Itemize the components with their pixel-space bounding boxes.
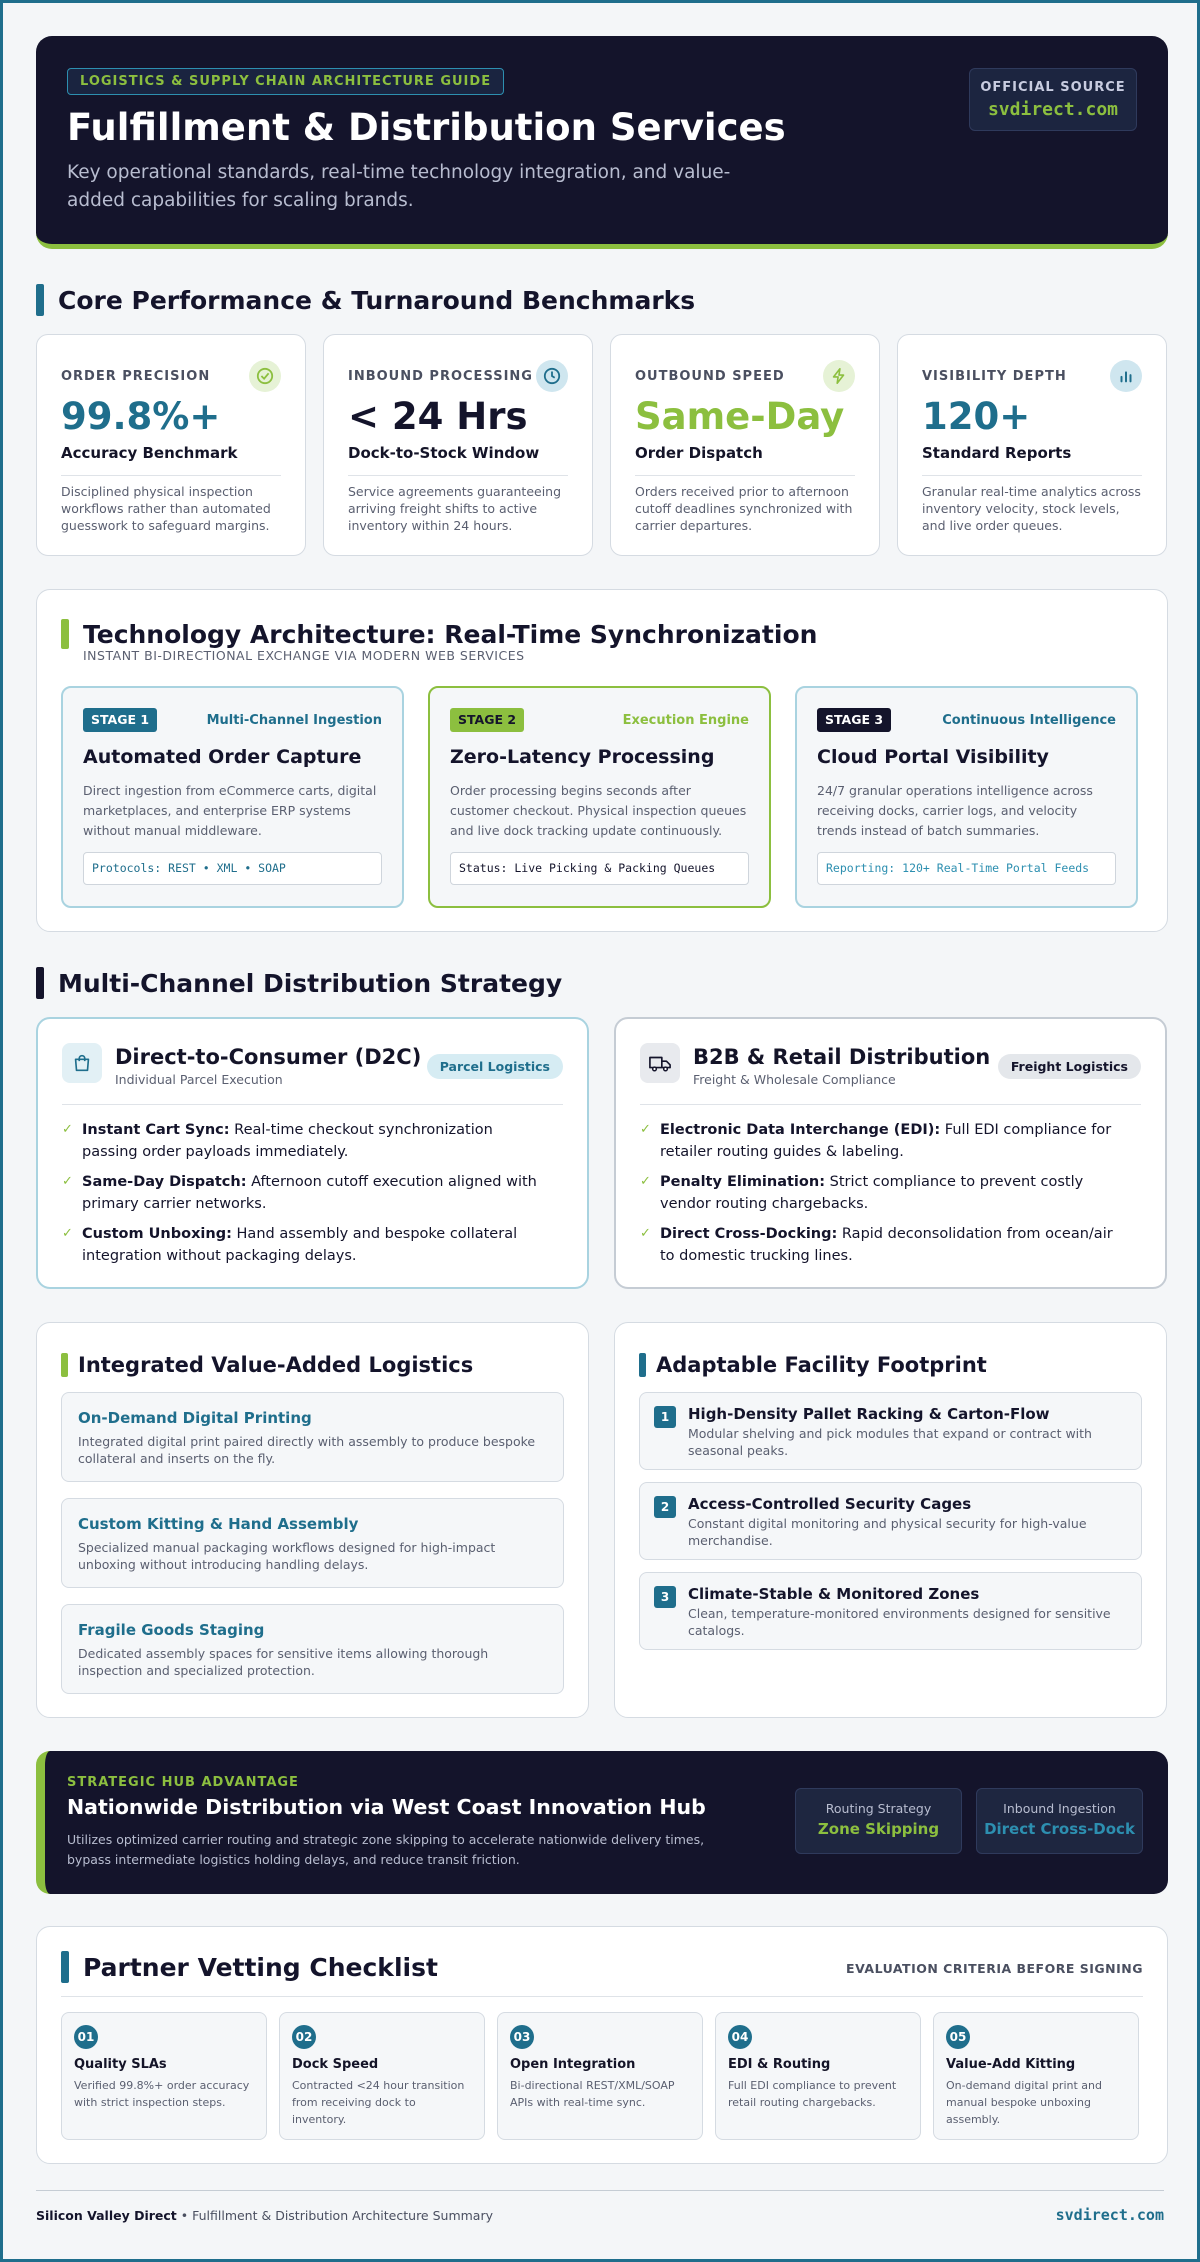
footer-link[interactable]: svdirect.com [1055,2206,1164,2224]
capabilities-row [36,1322,1168,1718]
facility-item [639,1572,1142,1650]
checklist-item [279,2012,485,2140]
page-title: Fulfillment & Distribution Services [67,106,786,149]
item-number: 02 [292,2025,316,2049]
facility-panel [614,1322,1167,1718]
item-number: 1 [654,1406,676,1428]
stage-card-2 [428,686,771,908]
stage-title: Automated Order Capture [83,746,362,768]
section-heading: Technology Architecture: Real-Time Synchronization [83,619,818,649]
checklist-item-title: Value-Add Kitting [946,2057,1076,2072]
facility-item [639,1482,1142,1560]
section-accent-bar [36,284,44,316]
stage-code-box: Reporting: 120+ Real-Time Portal Feeds [817,852,1116,885]
hub-box-value: Direct Cross-Dock [984,1820,1135,1838]
stage-code-box: Status: Live Picking & Packing Queues [450,852,749,885]
check-icon: ✓ [62,1226,73,1241]
stage-title: Zero-Latency Processing [450,746,715,768]
list-item: ✓ Custom Unboxing: Hand assembly and bespoke collateral integration without packaging delays. [62,1223,547,1267]
card-title: Direct-to-Consumer (D2C) [115,1045,422,1069]
stage-badge: STAGE 1 [83,708,157,732]
hub-tag: STRATEGIC HUB ADVANTAGE [67,1775,299,1790]
inbound-ingestion-box [976,1788,1143,1854]
footer-text: Silicon Valley Direct • Fulfillment & Distribution Architecture Summary [36,2208,494,2223]
metric-sub: Standard Reports [922,444,1072,462]
stage-badge: STAGE 3 [817,708,891,732]
value-added-panel [36,1322,589,1718]
facility-item-title: Access-Controlled Security Cages [688,1495,972,1513]
item-number: 03 [510,2025,534,2049]
card-title: B2B & Retail Distribution [693,1045,991,1069]
facility-item-title: Climate-Stable & Monitored Zones [688,1585,980,1603]
value-item-title: Fragile Goods Staging [78,1621,265,1639]
item-number: 01 [74,2025,98,2049]
facility-item-desc: Modular shelving and pick modules that expand or contract with seasonal peaks. [688,1426,1092,1458]
guide-tag: LOGISTICS & SUPPLY CHAIN ARCHITECTURE GUIDE [67,68,504,95]
distribution-cards [36,1017,1168,1289]
metric-sub: Order Dispatch [635,444,763,462]
check-icon: ✓ [640,1174,651,1189]
facility-item-desc: Clean, temperature-monitored environments designed for sensitive catalogs. [688,1606,1111,1638]
stage-desc: Direct ingestion from eCommerce carts, digital marketplaces, and enterprise ERP systems without manual middleware. [83,783,377,838]
item-number: 04 [728,2025,752,2049]
page-footer [36,2190,1164,2230]
official-source-box [969,68,1137,131]
metrics-row [36,334,1168,556]
section-heading: Multi-Channel Distribution Strategy [58,968,563,998]
hub-box-label: Inbound Ingestion [1003,1801,1116,1816]
metric-desc: Granular real-time analytics across inventory velocity, stock levels, and live order queues. [922,484,1141,533]
item-number: 2 [654,1496,676,1518]
metric-label: INBOUND PROCESSING [348,369,533,384]
footer-caption: Fulfillment & Distribution Architecture Summary [192,2208,494,2223]
section-heading: Integrated Value-Added Logistics [78,1353,474,1377]
checklist-title [61,1949,438,1985]
d2c-card [36,1017,589,1289]
hub-title: Nationwide Distribution via West Coast Innovation Hub [67,1795,706,1819]
metric-value: < 24 Hrs [348,395,528,438]
metric-sub: Dock-to-Stock Window [348,444,540,462]
facility-item-desc: Constant digital monitoring and physical security for high-value merchandise. [688,1516,1087,1548]
bar-chart-icon [1110,360,1142,392]
metric-value: Same-Day [635,395,845,438]
divider [922,475,1142,476]
stage-card-3 [795,686,1138,908]
footer-brand: Silicon Valley Direct [36,2208,177,2223]
value-item [61,1604,564,1694]
truck-icon [640,1043,680,1083]
channel-pill: Freight Logistics [998,1054,1141,1079]
check-icon: ✓ [62,1174,73,1189]
list-item: ✓ Penalty Elimination: Strict compliance to prevent costly vendor routing chargebacks. [640,1171,1125,1215]
hub-box-value: Zone Skipping [817,1820,940,1838]
section-heading: Partner Vetting Checklist [83,1952,438,1982]
value-added-title [61,1347,473,1383]
checklist-item-title: EDI & Routing [728,2057,831,2072]
checklist-item-title: Quality SLAs [74,2057,167,2072]
hub-desc: Utilizes optimized carrier routing and strategic zone skipping to accelerate nationwide delivery times, bypass intermediate logistics holding delays, and reduce transit friction. [67,1832,705,1867]
metric-value: 99.8%+ [61,395,221,438]
clock-icon [536,360,568,392]
metric-card-inbound-processing [323,334,593,556]
routing-strategy-box [795,1788,962,1854]
stage-title: Cloud Portal Visibility [817,746,1049,768]
checklist-item [715,2012,921,2140]
value-item [61,1498,564,1588]
metric-desc: Service agreements guaranteeing arriving freight shifts to active inventory within 24 hours. [348,484,562,533]
divider [61,475,281,476]
technology-architecture-panel [36,589,1168,932]
card-subtitle: Freight & Wholesale Compliance [693,1072,896,1087]
list-item: ✓ Instant Cart Sync: Real-time checkout synchronization passing order payloads immediately. [62,1119,547,1163]
list-item: ✓ Direct Cross-Docking: Rapid deconsolidation from ocean/air to domestic trucking lines. [640,1223,1125,1267]
section-heading: Adaptable Facility Footprint [656,1353,987,1377]
evaluation-label: EVALUATION CRITERIA BEFORE SIGNING [846,1961,1143,1976]
value-item-title: On-Demand Digital Printing [78,1409,312,1427]
metric-card-visibility-depth [897,334,1167,556]
metric-label: ORDER PRECISION [61,369,211,384]
checklist-item-desc: Contracted <24 hour transition from receiving dock to inventory. [292,2079,465,2126]
divider [348,475,568,476]
stage-desc: 24/7 granular operations intelligence across receiving docks, carrier logs, and velocity trends instead of batch summaries. [817,783,1093,838]
channel-pill: Parcel Logistics [427,1054,563,1079]
check-circle-icon [249,360,281,392]
stage-card-1 [61,686,404,908]
stage-desc: Order processing begins seconds after customer checkout. Physical inspection queues and live dock tracking update continuously. [450,783,747,838]
section-accent-bar [61,619,69,649]
item-number: 05 [946,2025,970,2049]
divider [61,1996,1143,1997]
shopping-bag-icon [62,1043,102,1083]
facility-item-title: High-Density Pallet Racking & Carton-Flow [688,1405,1050,1423]
section-heading: Core Performance & Turnaround Benchmarks [58,285,696,315]
checklist-item [61,2012,267,2140]
item-number: 3 [654,1586,676,1608]
checklist-item-title: Open Integration [510,2057,636,2072]
feature-list [640,1119,1125,1275]
metric-desc: Disciplined physical inspection workflows rather than automated guesswork to safeguard margins. [61,484,271,533]
stage-side-label: Execution Engine [622,713,749,728]
checklist-item-title: Dock Speed [292,2057,379,2072]
distribution-section-title [36,965,1168,1001]
value-item [61,1392,564,1482]
section-subheading: INSTANT BI-DIRECTIONAL EXCHANGE VIA MODERN WEB SERVICES [83,648,525,663]
section-accent-bar [36,967,44,999]
checklist-item-desc: On-demand digital print and manual bespoke unboxing assembly. [946,2079,1102,2126]
metric-label: VISIBILITY DEPTH [922,369,1067,384]
section-accent-bar [61,1353,68,1377]
stage-code-box: Protocols: REST • XML • SOAP [83,852,382,885]
value-item-title: Custom Kitting & Hand Assembly [78,1515,359,1533]
tech-section-title [61,616,817,652]
performance-section-title [36,282,1168,318]
check-icon: ✓ [640,1226,651,1241]
stage-side-label: Multi-Channel Ingestion [206,713,382,728]
lightning-icon [823,360,855,392]
divider [640,1104,1141,1105]
partner-checklist-panel [36,1926,1168,2164]
divider [635,475,855,476]
hub-box-label: Routing Strategy [825,1801,932,1816]
list-item: ✓ Electronic Data Interchange (EDI): Full EDI compliance for retailer routing guides & labeling. [640,1119,1125,1163]
check-icon: ✓ [640,1122,651,1137]
metric-label: OUTBOUND SPEED [635,369,785,384]
value-item-desc: Specialized manual packaging workflows designed for high-impact unboxing without introducing handling delays. [78,1540,496,1572]
checklist-item [497,2012,703,2140]
section-accent-bar [639,1353,646,1377]
check-icon: ✓ [62,1122,73,1137]
checklist-item-desc: Bi-directional REST/XML/SOAP APIs with real-time sync. [510,2079,675,2109]
list-item: ✓ Same-Day Dispatch: Afternoon cutoff execution aligned with primary carrier networks. [62,1171,547,1215]
metric-value: 120+ [922,395,1031,438]
hero-banner [36,36,1168,249]
checklist-item [933,2012,1139,2140]
feature-list [62,1119,547,1275]
divider [62,1104,563,1105]
stage-badge: STAGE 2 [450,708,524,732]
b2b-card [614,1017,1167,1289]
metric-sub: Accuracy Benchmark [61,444,238,462]
source-link[interactable]: svdirect.com [987,99,1119,120]
page-subtitle: Key operational standards, real-time technology integration, and value-added capabilities for scaling brands. [67,162,731,211]
metric-card-outbound-speed [610,334,880,556]
source-label: OFFICIAL SOURCE [980,80,1126,95]
checklist-item-desc: Verified 99.8%+ order accuracy with strict inspection steps. [74,2079,250,2109]
facility-item [639,1392,1142,1470]
value-item-desc: Dedicated assembly spaces for sensitive items allowing thorough inspection and specialized protection. [78,1646,489,1678]
card-subtitle: Individual Parcel Execution [115,1072,283,1087]
checklist-item-desc: Full EDI compliance to prevent retail routing chargebacks. [728,2079,897,2109]
stage-side-label: Continuous Intelligence [942,713,1116,728]
metric-desc: Orders received prior to afternoon cutoff deadlines synchronized with carrier departures. [635,484,853,533]
facility-title [639,1347,987,1383]
hub-advantage-banner [36,1751,1168,1894]
metric-card-order-precision [36,334,306,556]
section-accent-bar [61,1951,69,1983]
value-item-desc: Integrated digital print paired directly with assembly to produce bespoke collateral and inserts on the fly. [78,1434,536,1466]
